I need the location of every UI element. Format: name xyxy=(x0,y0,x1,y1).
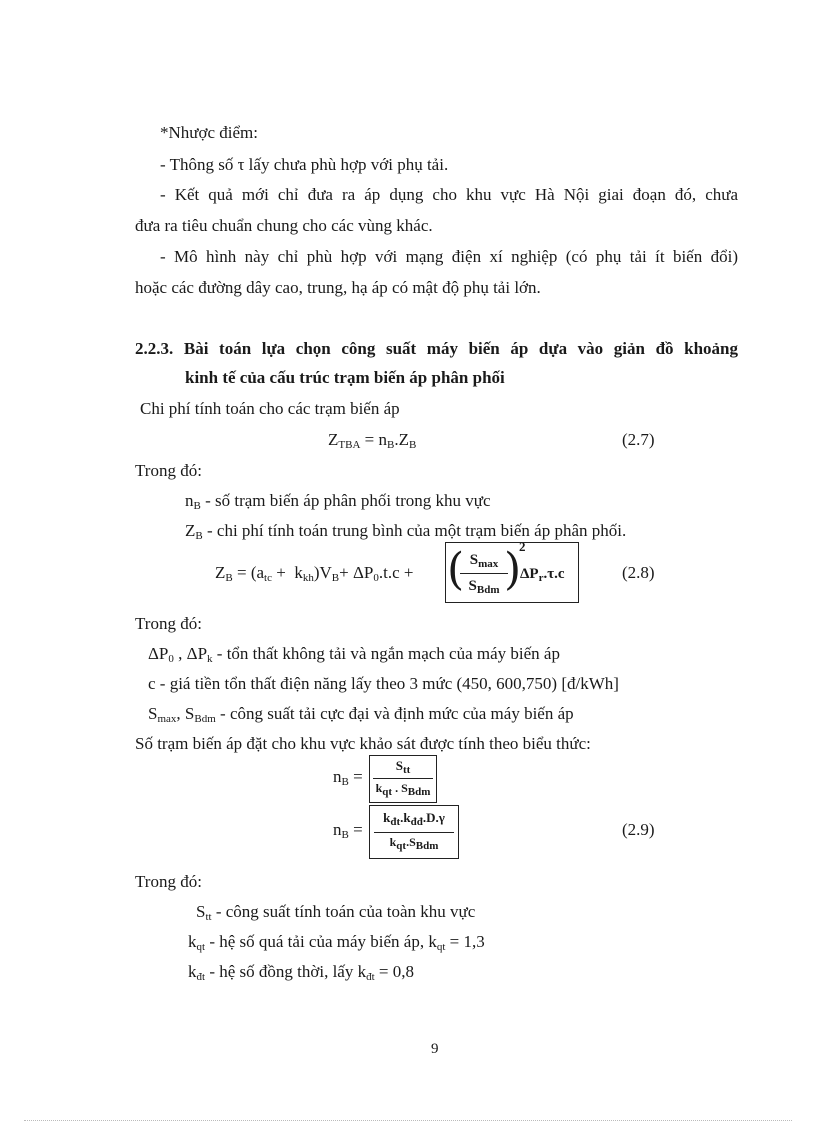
trong-do-2: Trong đó: xyxy=(135,614,202,633)
kdt-definition-text: - hệ số đồng thời, lấy k xyxy=(209,962,367,981)
page-number: 9 xyxy=(431,1041,439,1057)
kqt-value: = 1,3 xyxy=(449,932,485,951)
nb-definition-text: - số trạm biến áp phân phối trong khu vực xyxy=(205,491,491,510)
nhuoc-diem-heading: *Nhược điểm: xyxy=(160,123,258,142)
zb-definition: $Z_B$ - chi phí tính toán trung bình của một trạm biến áp phân phối. xyxy=(185,521,627,542)
nhuoc-item-3: - Mô hình này chỉ phù hợp với mạng điện xí nghiệp (có phụ tải ít biến đổi) xyxy=(160,247,738,266)
section-heading-line2: kinh tế của cấu trúc trạm biến áp phân phối xyxy=(185,368,505,387)
dp-definition: $\Delta P_0$ , $\Delta P_k$ - tổn thất không tải và ngắn mạch của máy biến áp xyxy=(148,644,560,665)
equation-2-7: $Z_{TBA} = n_B.Z_B$ xyxy=(328,430,417,451)
nb-eq-a-label: $n_B$ = xyxy=(333,767,363,788)
equation-2-8-number: (2.8) xyxy=(622,563,655,582)
nb-definition: $n_B$ - số trạm biến áp phân phối trong khu vực xyxy=(185,491,491,512)
equation-2-7-number: (2.7) xyxy=(622,430,655,449)
bottom-rule xyxy=(24,1120,792,1121)
c-definition: c - giá tiền tổn thất điện năng lấy theo 3 mức (450, 600,750) [đ/kWh] xyxy=(148,674,619,693)
kdt-definition: $k_{đt}$ - hệ số đồng thời, lấy $k_{đt} = 0,8$ xyxy=(188,962,414,983)
nb-eq-a-box: $S_{tt}$ $k_{qt}$ . $S_{Bdm}$ xyxy=(369,755,437,803)
equation-2-8-box: ( $S_{max}$ $S_{Bdm}$ ) 2 $\Delta P_r.\tau.c$ xyxy=(445,542,579,603)
nb-eq-b-box: $k_{đt}.k_{đđ}.D.\gamma$ $k_{qt}.S_{Bdm}$ xyxy=(369,805,459,859)
nhuoc-item-2-cont: đưa ra tiêu chuẩn chung cho các vùng khác. xyxy=(135,216,433,235)
zb-definition-text: - chi phí tính toán trung bình của một trạm biến áp phân phối. xyxy=(206,521,627,540)
stt-definition-text: - công suất tính toán của toàn khu vực xyxy=(215,902,476,921)
s-definition: $S_{max}$, $S_{Bdm}$ - công suất tải cực đại và định mức của máy biến áp xyxy=(148,704,574,725)
equation-2-9-number: (2.9) xyxy=(622,820,655,839)
s-definition-text: - công suất tải cực đại và định mức của máy biến áp xyxy=(220,704,574,723)
intro-text: Chi phí tính toán cho các trạm biến áp xyxy=(140,399,400,418)
dp-definition-text: - tổn thất không tải và ngắn mạch của máy biến áp xyxy=(216,644,560,663)
nhuoc-item-2: - Kết quả mới chỉ đưa ra áp dụng cho khu vực Hà Nội giai đoạn đó, chưa xyxy=(160,185,738,204)
trong-do-1: Trong đó: xyxy=(135,461,202,480)
nhuoc-item-3-cont: hoặc các đường dây cao, trung, hạ áp có mật độ phụ tải lớn. xyxy=(135,278,541,297)
trong-do-3: Trong đó: xyxy=(135,872,202,891)
equation-2-8-left: $Z_B = (a_{tc} + k_{kh})V_B+ \Delta P_0.t.c$ + xyxy=(215,563,414,584)
kqt-definition-text: - hệ số quá tải của máy biến áp, k xyxy=(209,932,437,951)
so-tram-text: Số trạm biến áp đặt cho khu vực khảo sát được tính theo biểu thức: xyxy=(135,734,591,753)
kqt-definition: $k_{qt}$ - hệ số quá tải của máy biến áp, $k_{qt} = 1,3$ xyxy=(188,932,485,953)
section-heading-line1: 2.2.3. Bài toán lựa chọn công suất máy biến áp dựa vào giản đồ khoảng xyxy=(135,339,738,358)
nhuoc-item-1: - Thông số τ lấy chưa phù hợp với phụ tải. xyxy=(160,155,449,174)
kdt-value: = 0,8 xyxy=(378,962,414,981)
stt-definition: $S_{tt}$ - công suất tính toán của toàn khu vực xyxy=(196,902,476,923)
nb-eq-b-label: $n_B$ = xyxy=(333,820,363,841)
